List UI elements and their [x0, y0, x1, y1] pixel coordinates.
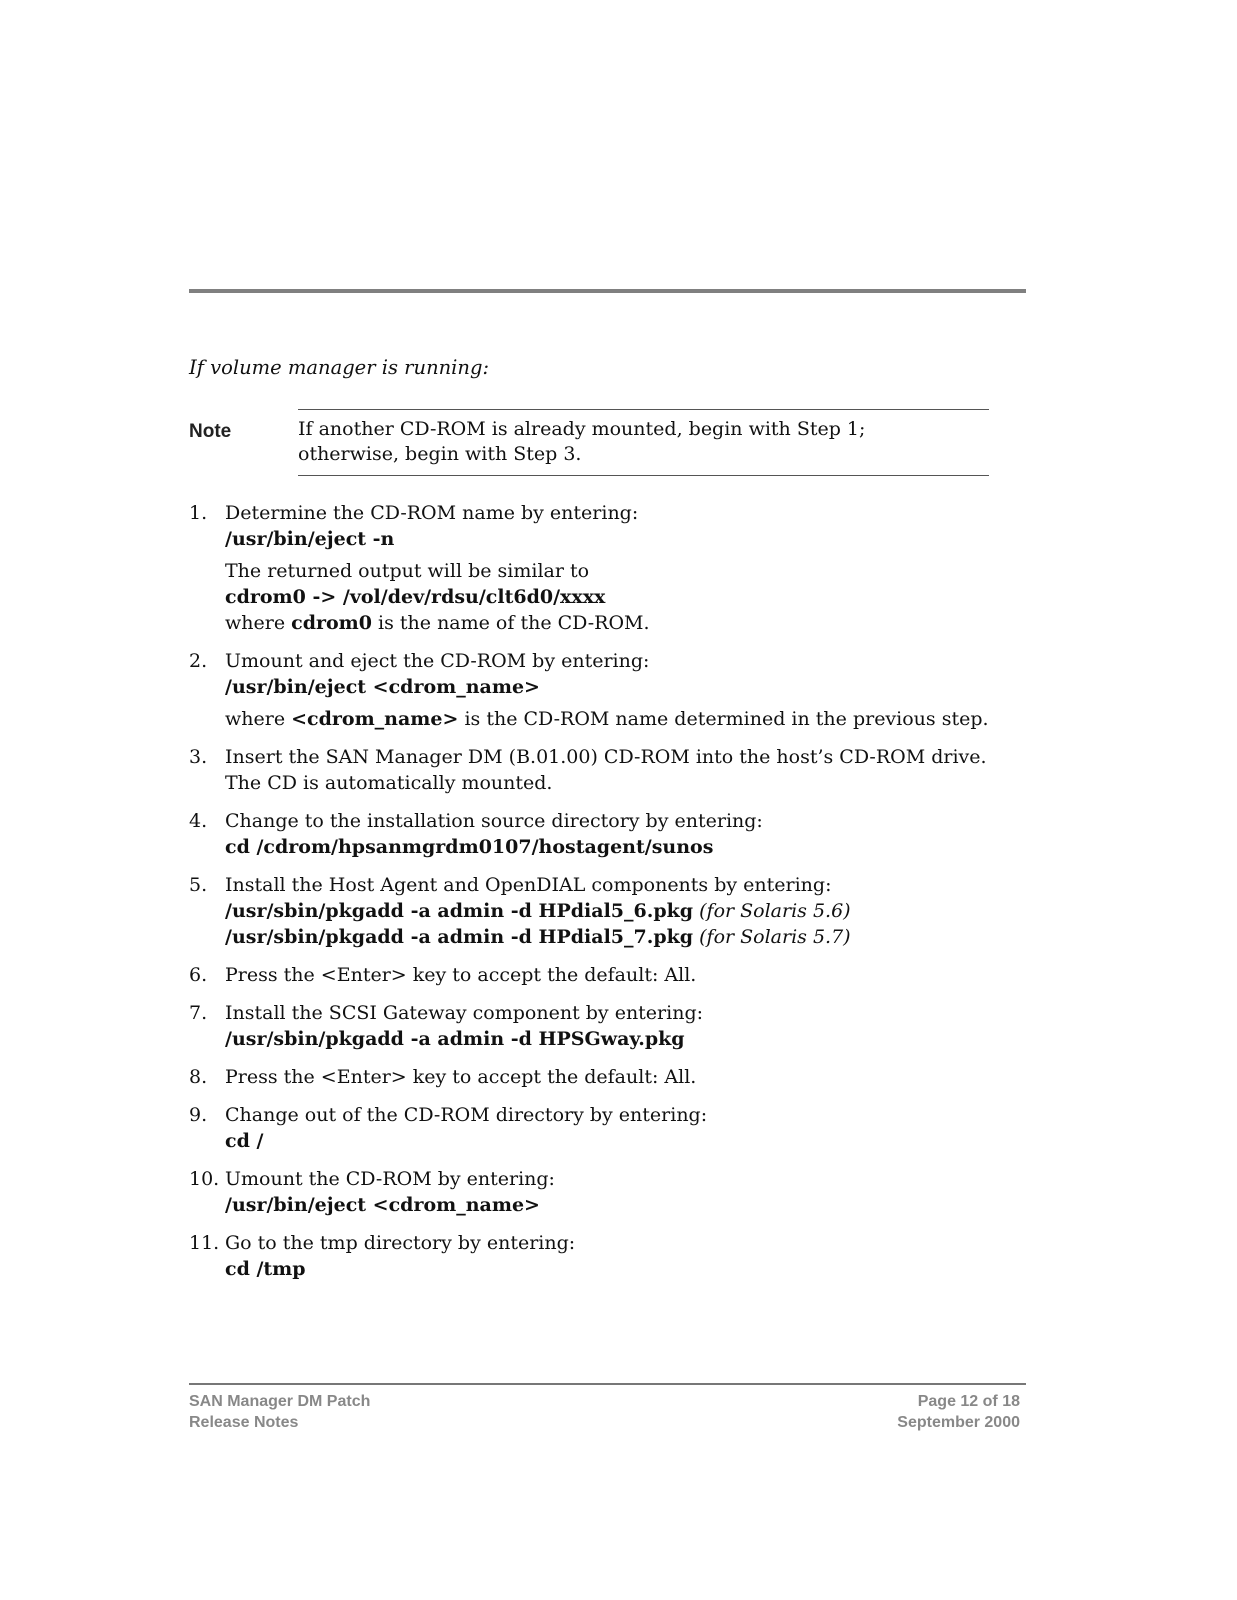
step-text: Insert the SAN Manager DM (B.01.00) CD-ROM into the host’s CD-ROM drive. The CD is automatically mounted. — [225, 746, 987, 794]
output-intro: The returned output will be similar to — [225, 560, 590, 582]
step-command: /usr/bin/eject <cdrom_name> — [225, 1194, 540, 1216]
step-command: /usr/sbin/pkgadd -a admin -d HPSGway.pkg — [225, 1028, 685, 1050]
step-number: 1. — [189, 502, 208, 524]
step-5 — [189, 872, 1009, 950]
step-3 — [189, 744, 1009, 796]
step-number: 11. — [189, 1232, 220, 1254]
footer-left — [189, 1391, 370, 1433]
step-11 — [189, 1230, 1009, 1282]
step-number: 10. — [189, 1168, 220, 1190]
step-2 — [189, 648, 1009, 732]
where-suffix: is the CD-ROM name determined in the previous step. — [464, 708, 989, 730]
step-command: cd /tmp — [225, 1258, 306, 1280]
step-command-b: /usr/sbin/pkgadd -a admin -d HPdial5_7.pkg — [225, 926, 694, 948]
step-1 — [189, 500, 1009, 636]
step-text: Change to the installation source directory by entering: — [225, 810, 763, 832]
step-hint-a: (for Solaris 5.6) — [699, 900, 851, 922]
step-number: 3. — [189, 746, 208, 768]
step-text: Determine the CD-ROM name by entering: — [225, 502, 639, 524]
step-10 — [189, 1166, 1009, 1218]
step-command: /usr/bin/eject -n — [225, 528, 395, 550]
note-bottom-rule — [298, 475, 989, 476]
header-rule — [189, 289, 1026, 293]
step-text: Press the <Enter> key to accept the default: All. — [225, 1066, 697, 1088]
step-number: 6. — [189, 964, 208, 986]
step-9 — [189, 1102, 1009, 1154]
footer-rule — [189, 1383, 1026, 1385]
step-number: 9. — [189, 1104, 208, 1126]
section-heading: If volume manager is running: — [189, 356, 490, 379]
step-text: Press the <Enter> key to accept the default: All. — [225, 964, 697, 986]
footer-doc-type: Release Notes — [189, 1414, 299, 1431]
steps-list — [189, 500, 1009, 1294]
step-hint-b: (for Solaris 5.7) — [699, 926, 851, 948]
step-number: 5. — [189, 874, 208, 896]
step-number: 2. — [189, 650, 208, 672]
note-text: If another CD-ROM is already mounted, begin with Step 1; otherwise, begin with Step 3. — [298, 418, 866, 465]
step-7 — [189, 1000, 1009, 1052]
step-6 — [189, 962, 1009, 988]
step-4 — [189, 808, 1009, 860]
footer-right — [897, 1391, 1020, 1433]
step-8 — [189, 1064, 1009, 1090]
step-command-a: /usr/sbin/pkgadd -a admin -d HPdial5_6.pkg — [225, 900, 694, 922]
note-top-rule — [298, 409, 989, 410]
step-text: Install the SCSI Gateway component by entering: — [225, 1002, 704, 1024]
step-number: 4. — [189, 810, 208, 832]
footer-doc-title: SAN Manager DM Patch — [189, 1393, 371, 1410]
page-number: Page 12 of 18 — [917, 1393, 1020, 1410]
step-number: 8. — [189, 1066, 208, 1088]
step-text: Install the Host Agent and OpenDIAL components by entering: — [225, 874, 832, 896]
step-command: /usr/bin/eject <cdrom_name> — [225, 676, 540, 698]
where-prefix: where — [225, 708, 286, 730]
step-command: cd /cdrom/hpsanmgrdm0107/hostagent/sunos — [225, 836, 714, 858]
step-text: Umount the CD-ROM by entering: — [225, 1168, 555, 1190]
step-number: 7. — [189, 1002, 208, 1024]
step-command: cd / — [225, 1130, 264, 1152]
publication-date: September 2000 — [897, 1414, 1020, 1431]
step-text: Umount and eject the CD-ROM by entering: — [225, 650, 650, 672]
where-term: <cdrom_name> — [291, 708, 459, 730]
where-prefix: where — [225, 612, 286, 634]
where-suffix: is the name of the CD-ROM. — [378, 612, 650, 634]
step-text: Go to the tmp directory by entering: — [225, 1232, 576, 1254]
step-text: Change out of the CD-ROM directory by entering: — [225, 1104, 708, 1126]
output-example: cdrom0 -> /vol/dev/rdsu/clt6d0/xxxx — [225, 586, 606, 608]
note-label: Note — [189, 421, 232, 442]
where-term: cdrom0 — [291, 612, 372, 634]
